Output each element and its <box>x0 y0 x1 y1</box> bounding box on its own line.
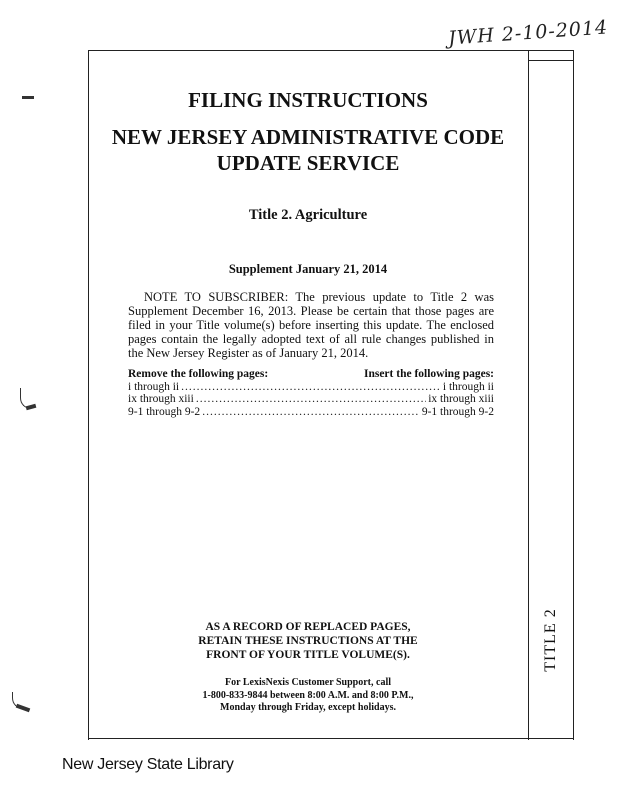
tab-top-border <box>528 60 573 61</box>
subscriber-note-text: NOTE TO SUBSCRIBER: The previous update to Title 2 was Supplement December 16, 2013. Please be certain that those pages are filed in your Title volume(s) before inserting this update. The enclosed pages contain the legally adopted text of all rule changes published in the New Jersey Register as of January 21, 2014. <box>128 290 494 360</box>
document-subtitle <box>88 124 528 176</box>
record-line: FRONT OF YOUR TITLE VOLUME(S). <box>206 649 410 661</box>
support-line: For LexisNexis Customer Support, call <box>224 677 391 688</box>
frame-bottom-border <box>88 738 573 739</box>
insert-header: Insert the following pages: <box>363 368 494 380</box>
page-row <box>128 406 494 419</box>
title-tab-label: TITLE 2 <box>542 608 559 672</box>
library-stamp: New Jersey State Library <box>62 756 234 773</box>
dot-leader <box>181 381 441 394</box>
document-title: FILING INSTRUCTIONS <box>188 88 428 112</box>
handwritten-note: JWH 2-10-2014 <box>447 16 609 50</box>
record-instructions <box>88 620 528 662</box>
remove-range: 9-1 through 9-2 <box>128 405 201 418</box>
punch-hole-mark <box>22 96 34 99</box>
insert-range: 9-1 through 9-2 <box>421 405 494 418</box>
title-number: Title 2. Agriculture <box>248 207 368 223</box>
punch-hole-mark <box>26 404 37 410</box>
record-line: RETAIN THESE INSTRUCTIONS AT THE <box>198 635 418 647</box>
page-replacement-list <box>128 368 494 418</box>
remove-range: ix through xiii <box>128 393 194 405</box>
frame-top-border <box>88 50 573 51</box>
tab-left-border <box>528 50 529 740</box>
customer-support-info <box>88 677 528 715</box>
remove-range: i through ii <box>128 380 180 393</box>
page-row <box>128 393 494 406</box>
punch-hole-mark <box>16 704 31 713</box>
supplement-date: Supplement January 21, 2014 <box>228 262 388 276</box>
page-list-header <box>128 368 494 381</box>
page-row <box>128 381 494 394</box>
subtitle-line: UPDATE SERVICE <box>216 151 400 175</box>
insert-range: i through ii <box>442 380 494 393</box>
support-line: Monday through Friday, except holidays. <box>220 702 396 713</box>
record-line: AS A RECORD OF REPLACED PAGES, <box>205 621 411 633</box>
support-line: 1-800-833-9844 between 8:00 A.M. and 8:00 P.M., <box>202 689 414 701</box>
insert-range: ix through xiii <box>428 393 494 405</box>
tab-right-border <box>573 50 574 740</box>
subtitle-line: NEW JERSEY ADMINISTRATIVE CODE <box>111 125 505 149</box>
subscriber-note <box>128 290 494 360</box>
remove-header: Remove the following pages: <box>128 368 269 380</box>
dot-leader <box>202 406 420 419</box>
dot-leader <box>196 393 426 406</box>
